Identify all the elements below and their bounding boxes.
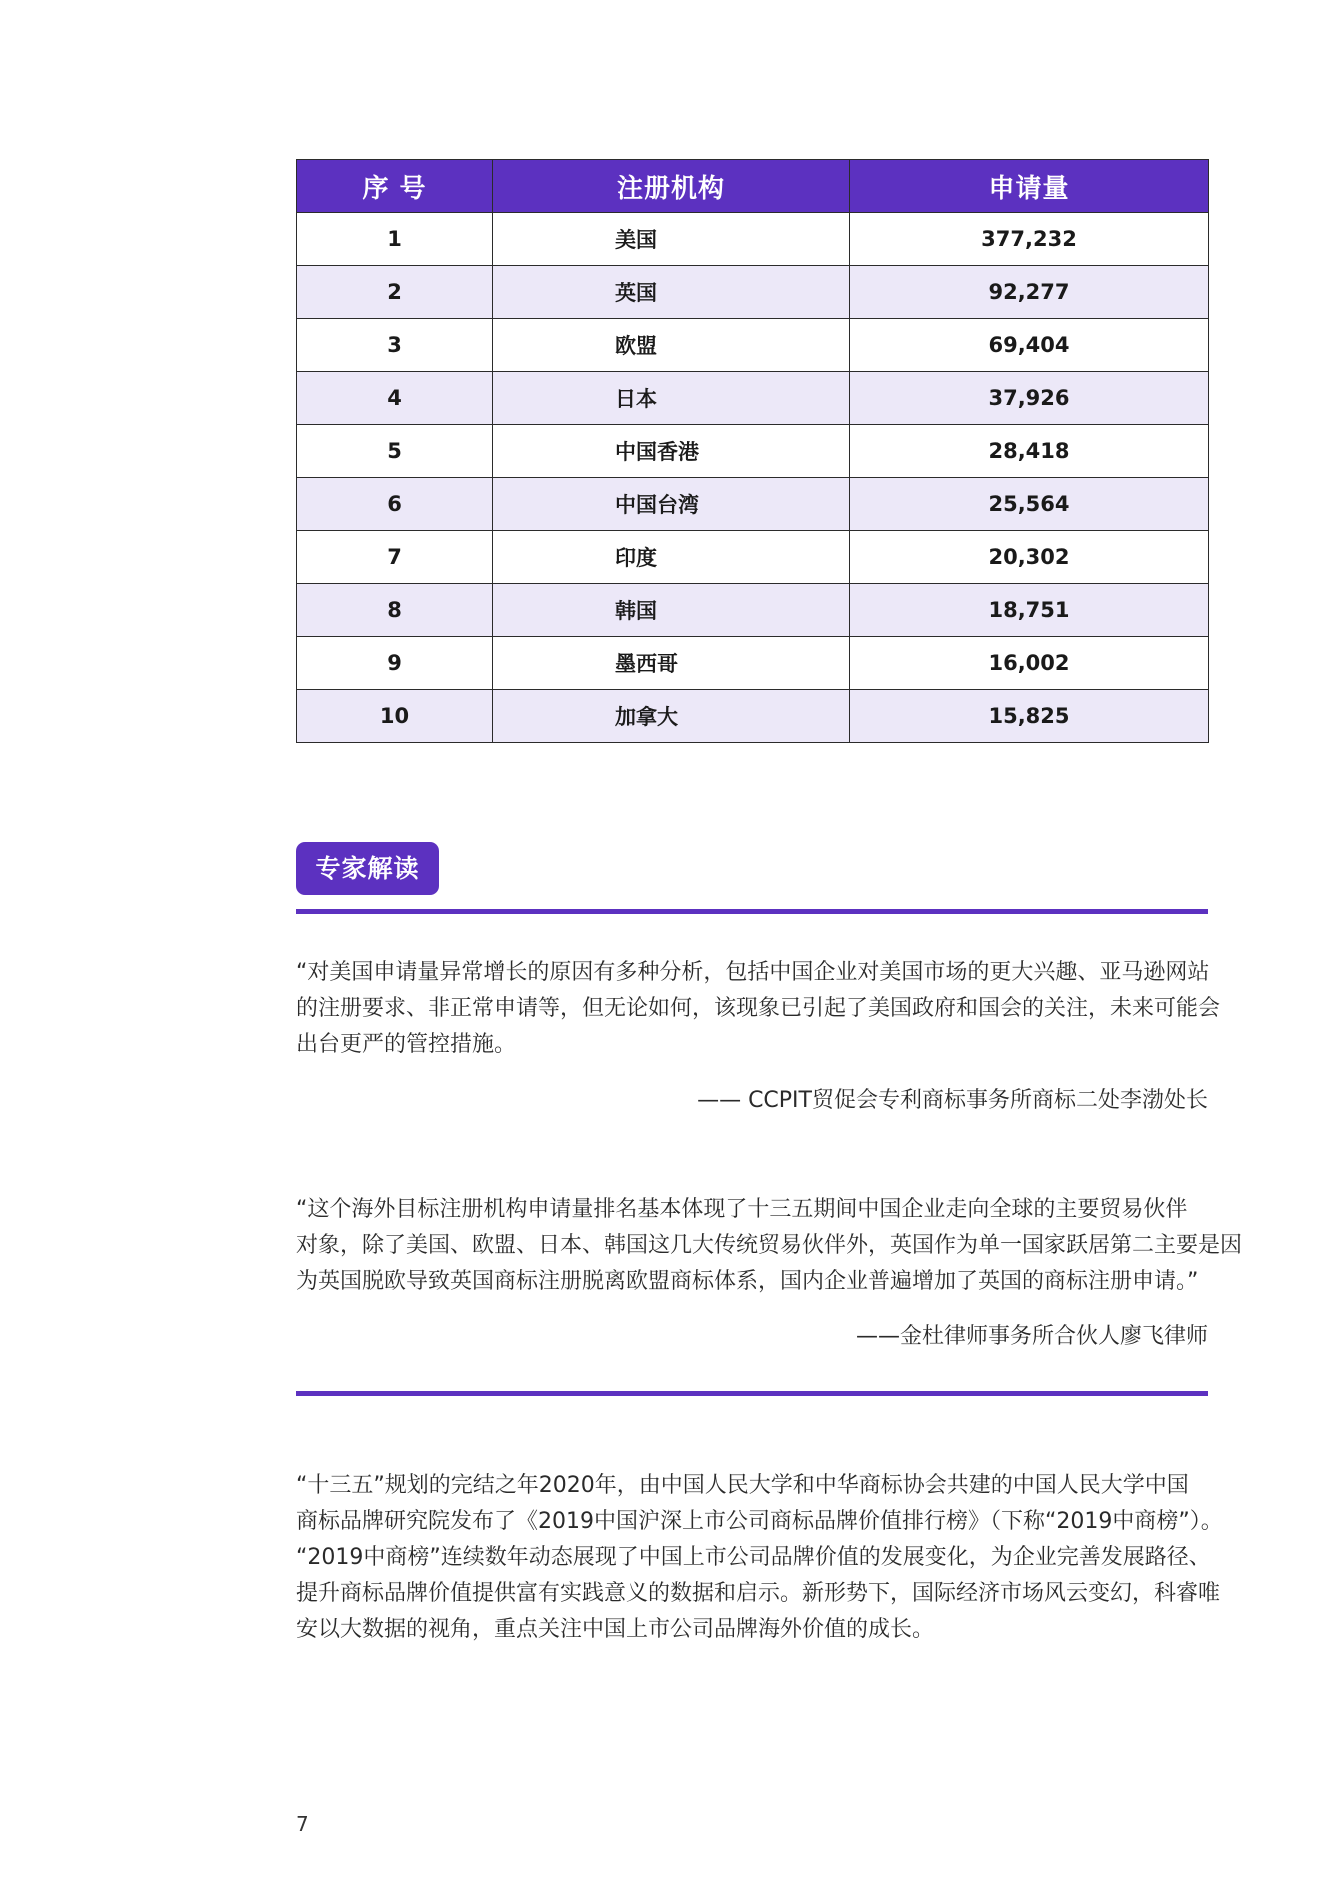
section-divider-top: [296, 909, 1208, 914]
rank-cell: 9: [297, 637, 493, 690]
count-cell: 37,926: [850, 372, 1209, 425]
org-cell: 欧盟: [493, 319, 850, 372]
count-cell: 377,232: [850, 213, 1209, 266]
table-row: [297, 213, 1209, 266]
org-cell: 英国: [493, 266, 850, 319]
rank-cell: 3: [297, 319, 493, 372]
table-row: [297, 372, 1209, 425]
table-row: [297, 425, 1209, 478]
org-cell: 韩国: [493, 584, 850, 637]
count-cell: 28,418: [850, 425, 1209, 478]
rank-cell: 2: [297, 266, 493, 319]
org-cell: 加拿大: [493, 690, 850, 743]
table-row: [297, 584, 1209, 637]
rank-cell: 10: [297, 690, 493, 743]
table-row: [297, 266, 1209, 319]
quote-line: “对美国申请量异常增长的原因有多种分析，包括中国企业对美国市场的更大兴趣、亚马逊网站: [296, 960, 1210, 985]
rank-cell: 1: [297, 213, 493, 266]
body-line: 商标品牌研究院发布了《2019中国沪深上市公司商标品牌价值排行榜》（下称“2019中商榜”）。: [296, 1509, 1223, 1534]
rank-cell: 8: [297, 584, 493, 637]
quote-2-attribution: ——金杜律师事务所合伙人廖飞律师: [855, 1324, 1208, 1349]
body-line: 安以大数据的视角，重点关注中国上市公司品牌海外价值的成长。: [296, 1617, 935, 1642]
count-cell: 15,825: [850, 690, 1209, 743]
header-applications: 申请量: [850, 160, 1209, 213]
org-cell: 日本: [493, 372, 850, 425]
expert-commentary-badge: 专家解读: [296, 842, 439, 895]
rank-cell: 7: [297, 531, 493, 584]
count-cell: 18,751: [850, 584, 1209, 637]
count-cell: 25,564: [850, 478, 1209, 531]
page-number: 7: [296, 1812, 309, 1836]
count-cell: 20,302: [850, 531, 1209, 584]
quote-1-attribution: —— CCPIT贸促会专利商标事务所商标二处李渤处长: [697, 1088, 1208, 1113]
quote-line: 的注册要求、非正常申请等，但无论如何，该现象已引起了美国政府和国会的关注，未来可能会: [296, 996, 1221, 1021]
table-header: [297, 160, 1209, 213]
header-rank: 序 号: [297, 160, 493, 213]
org-cell: 墨西哥: [493, 637, 850, 690]
expert-quote-2: [296, 1192, 1243, 1300]
table-row: [297, 531, 1209, 584]
body-paragraph: [296, 1468, 1223, 1648]
section-divider-bottom: [296, 1391, 1208, 1396]
table-row: [297, 690, 1209, 743]
quote-line: “这个海外目标注册机构申请量排名基本体现了十三五期间中国企业走向全球的主要贸易伙伴: [296, 1197, 1188, 1222]
body-line: “2019中商榜”连续数年动态展现了中国上市公司品牌价值的发展变化，为企业完善发展路径、: [296, 1545, 1211, 1570]
table-row: [297, 478, 1209, 531]
table-row: [297, 319, 1209, 372]
body-line: 提升商标品牌价值提供富有实践意义的数据和启示。新形势下，国际经济市场风云变幻，科睿唯: [296, 1581, 1221, 1606]
table-row: [297, 637, 1209, 690]
quote-line: 对象，除了美国、欧盟、日本、韩国这几大传统贸易伙伴外，英国作为单一国家跃居第二主要是因: [296, 1233, 1243, 1258]
org-cell: 中国香港: [493, 425, 850, 478]
body-line: “十三五”规划的完结之年2020年，由中国人民大学和中华商标协会共建的中国人民大学中国: [296, 1473, 1189, 1498]
table-body: [297, 213, 1209, 743]
org-cell: 印度: [493, 531, 850, 584]
rank-cell: 6: [297, 478, 493, 531]
org-cell: 美国: [493, 213, 850, 266]
rank-cell: 4: [297, 372, 493, 425]
count-cell: 92,277: [850, 266, 1209, 319]
quote-line: 为英国脱欧导致英国商标注册脱离欧盟商标体系，国内企业普遍增加了英国的商标注册申请。”: [296, 1269, 1199, 1294]
header-organization: 注册机构: [493, 160, 850, 213]
quote-line: 出台更严的管控措施。: [296, 1032, 517, 1057]
rank-cell: 5: [297, 425, 493, 478]
count-cell: 69,404: [850, 319, 1209, 372]
expert-quote-1: [296, 955, 1221, 1063]
org-cell: 中国台湾: [493, 478, 850, 531]
ranking-table: [296, 159, 1209, 743]
count-cell: 16,002: [850, 637, 1209, 690]
